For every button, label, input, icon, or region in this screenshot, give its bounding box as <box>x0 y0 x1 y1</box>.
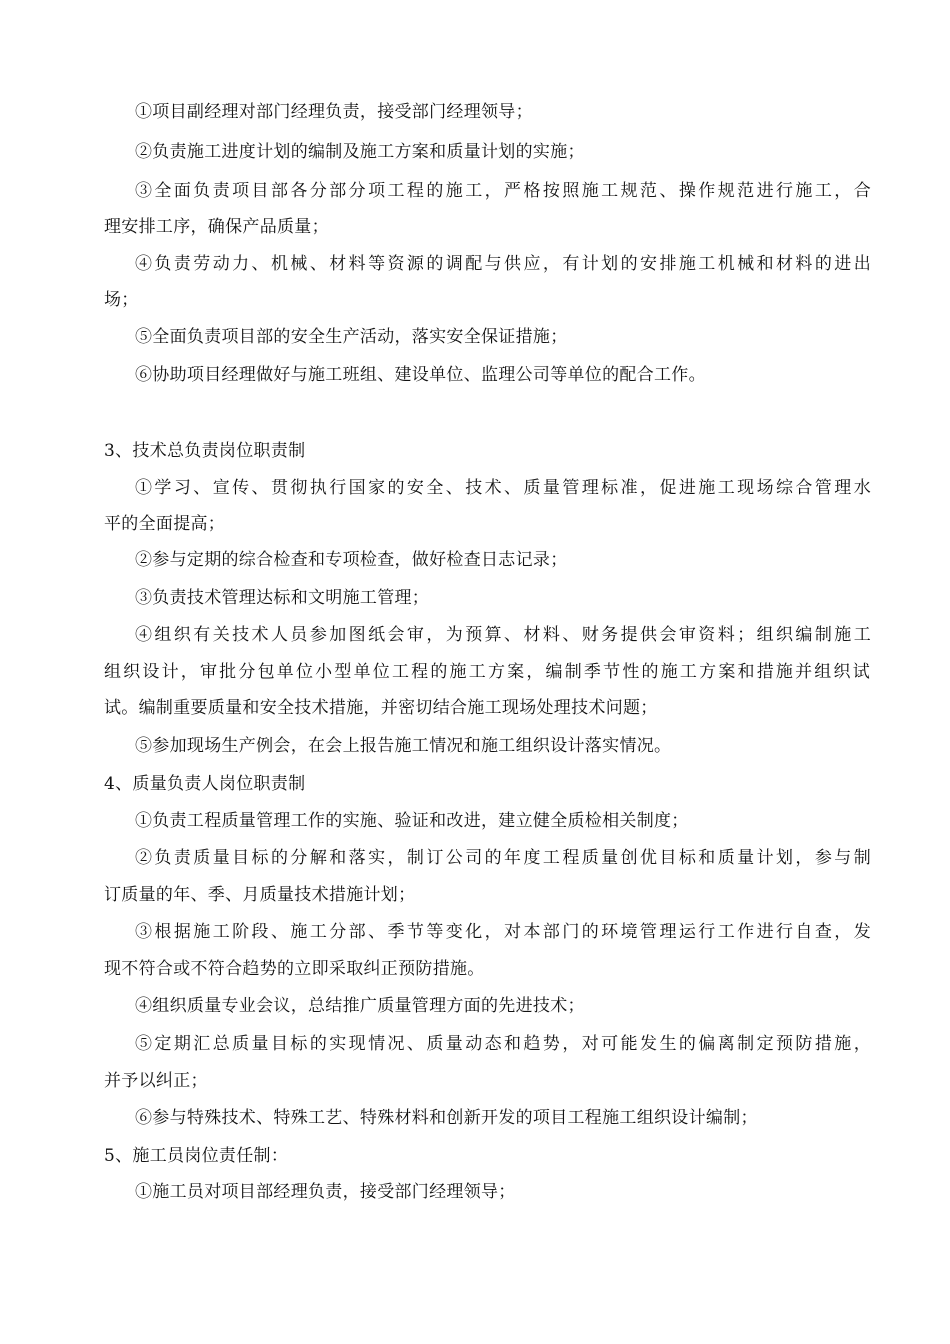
section-heading: 5、施工员岗位责任制： <box>104 1146 289 1166</box>
text-line: ①施工员对项目部经理负责，接受部门经理领导； <box>135 1182 516 1202</box>
text-line: 平的全面提高； <box>104 514 226 534</box>
text-line: ⑥协助项目经理做好与施工班组、建设单位、监理公司等单位的配合工作。 <box>135 365 706 385</box>
text-line: 订质量的年、季、月质量技术措施计划； <box>104 885 416 905</box>
section-heading: 3、技术总负责岗位职责制 <box>104 441 306 461</box>
text-line: 现不符合或不符合趋势的立即采取纠正预防措施。 <box>104 959 485 979</box>
text-line: ②参与定期的综合检查和专项检查，做好检查日志记录； <box>135 550 568 570</box>
text-line: ⑥参与特殊技术、特殊工艺、特殊材料和创新开发的项目工程施工组织设计编制； <box>135 1108 758 1128</box>
text-line: ②负责质量目标的分解和落实，制订公司的年度工程质量创优目标和质量计划，参与制 <box>135 848 871 868</box>
text-line: 组织设计，审批分包单位小型单位工程的施工方案，编制季节性的施工方案和措施并组织试 <box>104 662 870 682</box>
text-line: ⑤参加现场生产例会，在会上报告施工情况和施工组织设计落实情况。 <box>135 736 672 756</box>
text-line: ③负责技术管理达标和文明施工管理； <box>135 588 430 608</box>
text-line: 并予以纠正； <box>104 1071 208 1091</box>
text-line: ④组织有关技术人员参加图纸会审，为预算、材料、财务提供会审资料；组织编制施工 <box>135 625 871 645</box>
text-line: ③根据施工阶段、施工分部、季节等变化，对本部门的环境管理运行工作进行自查，发 <box>135 922 871 942</box>
text-line: ①负责工程质量管理工作的实施、验证和改进，建立健全质检相关制度； <box>135 811 689 831</box>
text-line: ②负责施工进度计划的编制及施工方案和质量计划的实施； <box>135 142 585 162</box>
text-line: ③全面负责项目部各分部分项工程的施工，严格按照施工规范、操作规范进行施工，合 <box>135 181 871 201</box>
text-line: ⑤全面负责项目部的安全生产活动，落实安全保证措施； <box>135 327 568 347</box>
text-line: 理安排工序，确保产品质量； <box>104 217 329 237</box>
text-line: ④组织质量专业会议，总结推广质量管理方面的先进技术； <box>135 996 585 1016</box>
text-line: ①学习、宣传、贯彻执行国家的安全、技术、质量管理标准，促进施工现场综合管理水 <box>135 478 871 498</box>
text-line: 试。编制重要质量和安全技术措施，并密切结合施工现场处理技术问题； <box>104 698 658 718</box>
text-line: ①项目副经理对部门经理负责，接受部门经理领导； <box>135 102 533 122</box>
text-line: ④负责劳动力、机械、材料等资源的调配与供应，有计划的安排施工机械和材料的进出 <box>135 254 871 274</box>
text-line: 场； <box>104 290 139 310</box>
text-line: ⑤定期汇总质量目标的实现情况、质量动态和趋势，对可能发生的偏离制定预防措施， <box>135 1034 871 1054</box>
section-heading: 4、质量负责人岗位职责制 <box>104 774 306 794</box>
